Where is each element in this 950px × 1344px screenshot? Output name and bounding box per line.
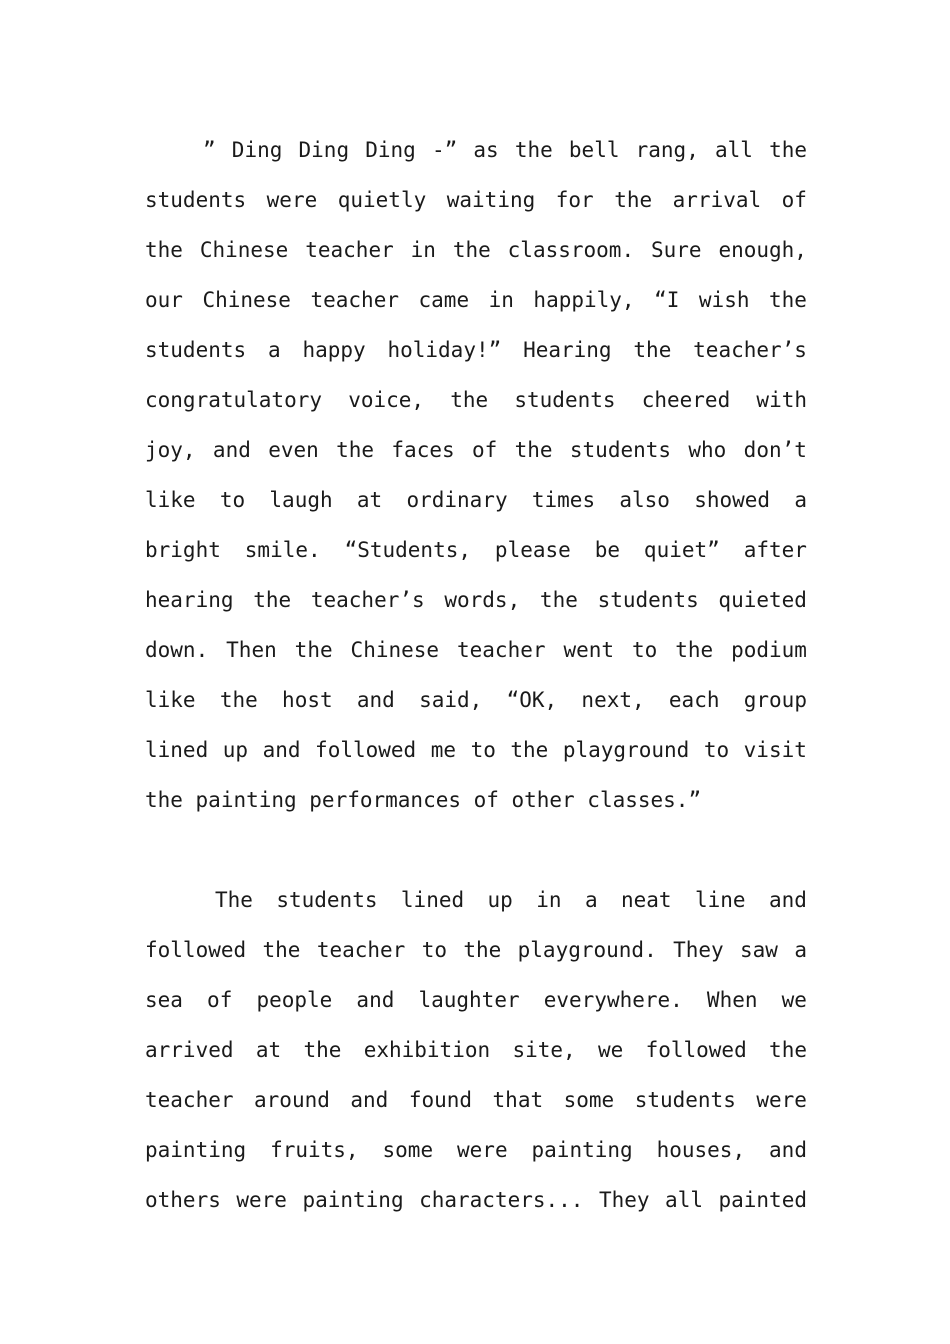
- word: joy,: [145, 438, 196, 462]
- word: words,: [444, 588, 521, 612]
- text-line: [145, 525, 807, 575]
- word: houses,: [656, 1138, 746, 1162]
- word: followed: [315, 738, 417, 762]
- word: wish: [698, 288, 750, 312]
- word: in: [536, 888, 562, 912]
- word: showed: [694, 488, 771, 512]
- word: painting: [195, 788, 297, 812]
- word: The: [215, 888, 253, 912]
- word: happy: [302, 338, 366, 362]
- word: exhibition: [363, 1038, 491, 1062]
- word: around: [254, 1088, 330, 1112]
- word: to: [470, 738, 496, 762]
- word: teacher: [305, 238, 394, 262]
- word: congratulatory: [145, 388, 323, 412]
- word: waiting: [446, 188, 536, 212]
- word: even: [268, 438, 319, 462]
- word: at: [255, 1038, 282, 1062]
- text-line: [145, 125, 807, 175]
- word: students: [145, 188, 247, 212]
- word: the: [262, 938, 301, 962]
- text-line: [145, 475, 807, 525]
- word: laughter: [418, 988, 520, 1012]
- word: found: [408, 1088, 473, 1112]
- text-line: [145, 725, 807, 775]
- word: They: [673, 938, 724, 962]
- word: to: [219, 488, 246, 512]
- word: of: [781, 188, 807, 212]
- word: the: [514, 438, 553, 462]
- word: and: [262, 738, 301, 762]
- word: the: [769, 288, 807, 312]
- word: were: [236, 1188, 287, 1212]
- word: “Students,: [344, 538, 471, 562]
- word: painted: [718, 1188, 807, 1212]
- text-line: [145, 625, 807, 675]
- word: a: [584, 888, 598, 912]
- text-line: [145, 1175, 807, 1225]
- word: we: [597, 1038, 624, 1062]
- word: “I: [654, 288, 680, 312]
- word: for: [555, 188, 594, 212]
- word: Ding: [298, 138, 350, 162]
- word: students: [597, 588, 699, 612]
- word: the: [675, 638, 714, 662]
- word: down.: [145, 638, 209, 662]
- word: that: [492, 1088, 544, 1112]
- word: Chinese: [199, 238, 289, 262]
- word: other: [511, 788, 575, 812]
- word: and: [768, 888, 807, 912]
- word: Ding: [365, 138, 416, 162]
- word: laugh: [269, 488, 333, 512]
- word: teacher: [310, 288, 399, 312]
- word: podium: [731, 638, 807, 662]
- word: of: [471, 438, 498, 462]
- word: at: [356, 488, 383, 512]
- word: cheered: [641, 388, 731, 412]
- word: also: [619, 488, 670, 512]
- paragraph-2: [145, 875, 807, 1225]
- word: don’t: [743, 438, 807, 462]
- word: Hearing: [523, 338, 612, 362]
- word: the: [463, 938, 502, 962]
- word: who: [688, 438, 727, 462]
- word: our: [145, 288, 183, 312]
- word: and: [356, 988, 395, 1012]
- word: the: [145, 788, 183, 812]
- word: of: [207, 988, 233, 1012]
- word: to: [421, 938, 447, 962]
- word: faces: [391, 438, 455, 462]
- word: me: [430, 738, 457, 762]
- word: students: [514, 388, 616, 412]
- word: enough,: [718, 238, 807, 262]
- word: painting: [302, 1188, 404, 1212]
- word: lined: [145, 738, 209, 762]
- word: of: [473, 788, 499, 812]
- word: please: [494, 538, 571, 562]
- word: others: [145, 1188, 221, 1212]
- word: all: [714, 138, 753, 162]
- text-line: [145, 175, 807, 225]
- word: the: [294, 638, 333, 662]
- word: the: [303, 1038, 342, 1062]
- text-line: [145, 575, 807, 625]
- text-line: [145, 1025, 807, 1075]
- word: the: [769, 138, 807, 162]
- word: Chinese: [350, 638, 440, 662]
- word: bright: [145, 538, 221, 562]
- word: to: [631, 638, 658, 662]
- word: students: [145, 338, 247, 362]
- word: some: [563, 1088, 615, 1112]
- word: to: [703, 738, 730, 762]
- paragraph-1: [145, 125, 807, 825]
- word: the: [769, 1038, 807, 1062]
- word: the: [514, 138, 553, 162]
- word: went: [563, 638, 615, 662]
- word: all: [665, 1188, 703, 1212]
- word: rang,: [635, 138, 699, 162]
- text-line: [145, 925, 807, 975]
- word: in: [410, 238, 436, 262]
- word: teacher: [316, 938, 406, 962]
- word: happily,: [533, 288, 635, 312]
- word: after: [743, 538, 807, 562]
- word: students: [276, 888, 378, 912]
- word: times: [531, 488, 596, 512]
- word: teacher’s: [310, 588, 425, 612]
- word: the: [614, 188, 653, 212]
- word: the: [510, 738, 549, 762]
- word: classes.”: [587, 788, 702, 812]
- word: some: [382, 1138, 434, 1162]
- document-page: [145, 125, 807, 1225]
- word: painting: [145, 1138, 247, 1162]
- text-line: [145, 1125, 807, 1175]
- text-line: [145, 325, 807, 375]
- word: the: [145, 238, 183, 262]
- word: the: [539, 588, 578, 612]
- text-line: [145, 875, 807, 925]
- word: said,: [419, 688, 483, 712]
- text-line: [145, 425, 807, 475]
- word: with: [756, 388, 807, 412]
- word: up: [487, 888, 513, 912]
- word: the: [219, 688, 258, 712]
- word: Then: [226, 638, 277, 662]
- word: everywhere.: [543, 988, 683, 1012]
- word: like: [145, 688, 196, 712]
- word: quiet”: [643, 538, 720, 562]
- word: the: [336, 438, 375, 462]
- word: teacher: [457, 638, 546, 662]
- text-line: [145, 375, 807, 425]
- word: the: [450, 388, 489, 412]
- word: we: [781, 988, 807, 1012]
- word: ordinary: [406, 488, 508, 512]
- text-line: [145, 275, 807, 325]
- word: ”: [203, 138, 216, 162]
- word: When: [706, 988, 758, 1012]
- word: Chinese: [202, 288, 291, 312]
- word: site,: [512, 1038, 576, 1062]
- word: voice,: [348, 388, 425, 412]
- word: the: [633, 338, 672, 362]
- word: be: [594, 538, 620, 562]
- word: classroom.: [507, 238, 635, 262]
- word: teacher: [145, 1088, 234, 1112]
- word: and: [212, 438, 251, 462]
- word: painting: [531, 1138, 633, 1162]
- word: followed: [145, 938, 247, 962]
- word: came: [418, 288, 470, 312]
- text-line: [145, 975, 807, 1025]
- word: were: [756, 1088, 807, 1112]
- word: line: [694, 888, 746, 912]
- text-line: [145, 225, 807, 275]
- word: hearing: [145, 588, 234, 612]
- word: quieted: [718, 588, 807, 612]
- word: group: [743, 688, 807, 712]
- word: like: [145, 488, 196, 512]
- word: and: [769, 1138, 807, 1162]
- word: Ding: [231, 138, 283, 162]
- word: Sure: [650, 238, 702, 262]
- word: host: [282, 688, 333, 712]
- word: in: [488, 288, 514, 312]
- word: -”: [431, 138, 458, 162]
- word: arrival: [672, 188, 762, 212]
- word: playground: [562, 738, 690, 762]
- word: sea: [145, 988, 183, 1012]
- word: teacher’s: [693, 338, 807, 362]
- word: bell: [568, 138, 620, 162]
- word: saw: [740, 938, 778, 962]
- word: a: [794, 488, 807, 512]
- word: performances: [309, 788, 461, 812]
- word: people: [256, 988, 333, 1012]
- word: characters...: [419, 1188, 584, 1212]
- word: the: [253, 588, 292, 612]
- word: fruits,: [270, 1138, 359, 1162]
- word: a: [267, 338, 281, 362]
- word: were: [457, 1138, 508, 1162]
- word: and: [356, 688, 395, 712]
- word: “OK,: [506, 688, 558, 712]
- word: lined: [400, 888, 465, 912]
- word: visit: [743, 738, 807, 762]
- word: and: [350, 1088, 389, 1112]
- text-line: [145, 775, 807, 825]
- word: followed: [645, 1038, 747, 1062]
- word: a: [794, 938, 807, 962]
- word: holiday!”: [387, 338, 502, 362]
- text-line: [145, 1075, 807, 1125]
- word: playground.: [517, 938, 657, 962]
- word: students: [634, 1088, 736, 1112]
- text-line: [145, 675, 807, 725]
- word: up: [222, 738, 249, 762]
- word: students: [569, 438, 672, 462]
- word: as: [473, 138, 499, 162]
- word: were: [266, 188, 318, 212]
- word: quietly: [337, 188, 427, 212]
- word: the: [452, 238, 491, 262]
- word: smile.: [244, 538, 321, 562]
- word: neat: [621, 888, 672, 912]
- word: They: [598, 1188, 650, 1212]
- word: next,: [581, 688, 645, 712]
- word: arrived: [145, 1038, 234, 1062]
- word: each: [668, 688, 720, 712]
